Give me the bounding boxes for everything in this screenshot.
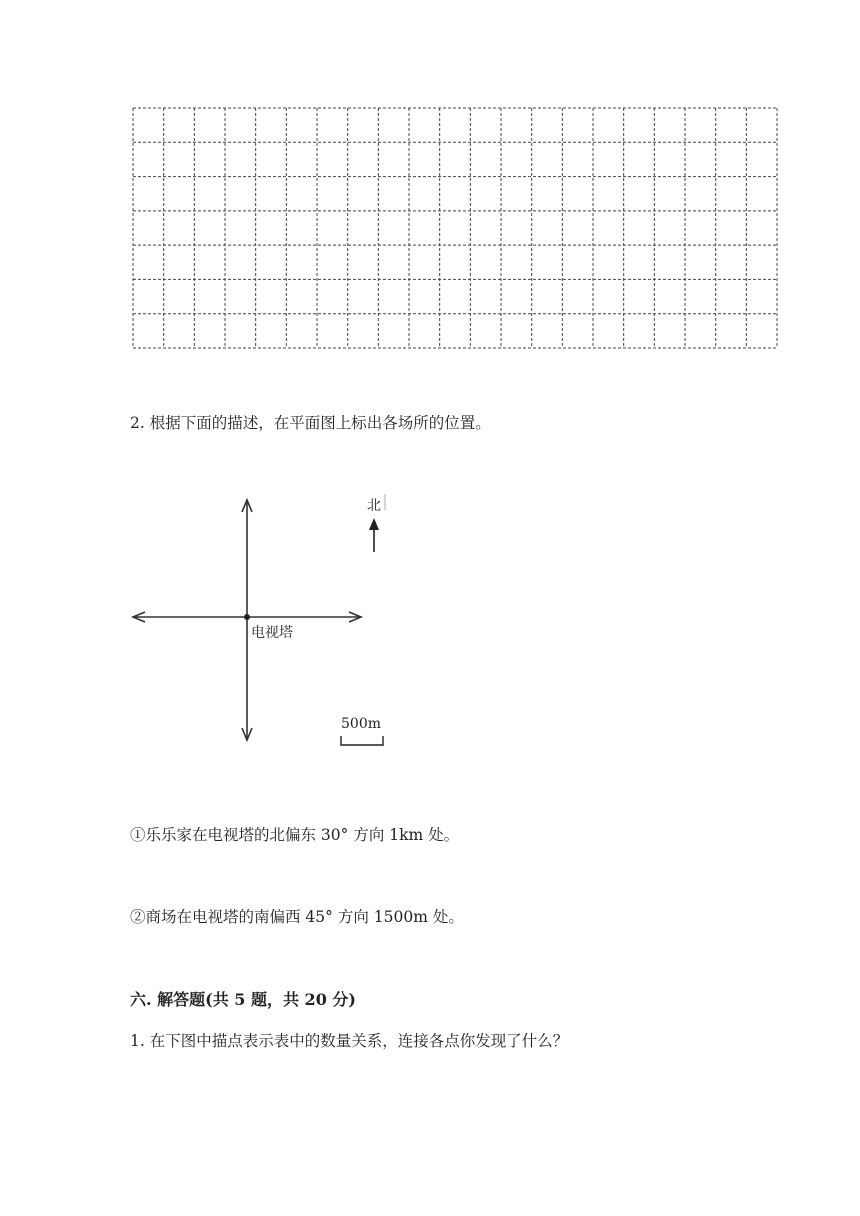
tv-tower-point (244, 614, 250, 620)
section-6-heading: 六. 解答题(共 5 题，共 20 分) (130, 990, 356, 1009)
scale-bar (341, 736, 383, 745)
writing-grid (132, 107, 778, 353)
scale-label: 500m (341, 716, 381, 732)
north-arrow-icon (369, 518, 379, 530)
section-6-question-1-text: 1. 在下图中描点表示表中的数量关系，连接各点你发现了什么？ (130, 1032, 569, 1050)
north-label: 北 (367, 498, 381, 514)
question-2-text: 2. 根据下面的描述，在平面图上标出各场所的位置。 (130, 414, 491, 432)
position-map (125, 490, 405, 750)
question-2-item-1: ①乐乐家在电视塔的北偏东 30° 方向 1km 处。 (130, 826, 460, 844)
tv-tower-label: 电视塔 (251, 625, 293, 641)
question-2-item-2: ②商场在电视塔的南偏西 45° 方向 1500m 处。 (130, 908, 464, 926)
writing-grid-svg (132, 107, 778, 349)
